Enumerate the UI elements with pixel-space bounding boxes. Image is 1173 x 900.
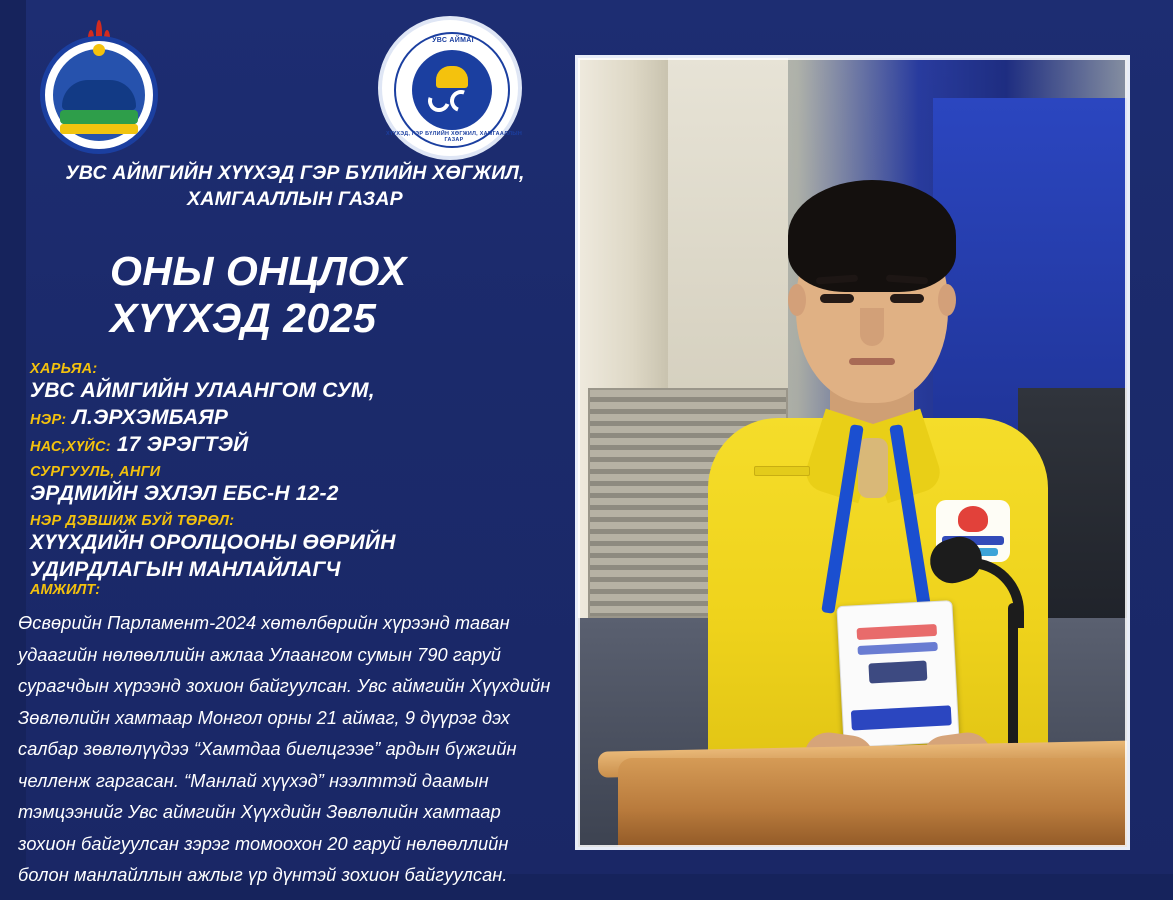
nominee-photo <box>575 55 1130 850</box>
field-value: ХҮҮХДИЙН ОРОЛЦООНЫ ӨӨРИЙН УДИРДЛАГЫН МАНЛАЙЛАГЧ <box>30 531 396 581</box>
nose <box>860 308 884 346</box>
mouth <box>849 358 895 365</box>
sun-icon <box>93 44 105 56</box>
field-nomination-category <box>30 513 550 583</box>
photo-image <box>578 58 1127 847</box>
field-school-class <box>30 464 550 507</box>
ger-icon <box>436 66 468 88</box>
ear-left <box>788 284 806 316</box>
field-label: НЭР ДЭВШИЖ БУЙ ТӨРӨЛ: <box>30 513 235 529</box>
yellow-band <box>60 124 138 134</box>
field-value: 17 ЭРЭГТЭЙ <box>116 433 249 456</box>
field-value: УВС АЙМГИЙН УЛААНГОМ СУМ, <box>30 379 375 402</box>
podium <box>618 758 1130 850</box>
uvs-aimag-child-family-development-emblem-icon <box>378 16 522 160</box>
chest <box>858 438 888 498</box>
emblem-core <box>412 50 492 130</box>
eye-right <box>890 294 924 303</box>
field-harlyaa <box>30 361 550 404</box>
achievement-text: Өсвөрийн Парламент-2024 хөтөлбөрийн хүрээнд таван удаагийн нөлөөллийн ажлаа Улаангом сумын 790 гаруй сурагчдын хүрээнд зохион байгуулсан. Увс аймгийн Хүүхдийн Зөвлөлийн хамтаар Монгол орны 21 аймаг, 9 дүүрэг дэх салбар зөвлөлүүдээ “Хамтдаа биелцгээе” ардын бүжгийн челленж гаргасан. “Манлай хүүхэд” нээлттэй даамын тэмцээнийг Увс аймгийн Хүүхдийн Зөвлөлийн хамтаар зохион байгуулсан зэрэг томоохон 20 гаруй нөлөөллийн болон манлайллын ажлыг үр дүнтэй зохион байгуулсан. <box>18 613 551 885</box>
emblem-top-text: УВС АЙМАГ <box>432 37 476 44</box>
field-name <box>30 404 550 431</box>
field-label: ХАРЬЯА: <box>30 361 98 377</box>
field-label: СУРГУУЛЬ, АНГИ <box>30 464 161 480</box>
mongolian-state-emblem-icon <box>36 14 162 154</box>
hands-icon <box>428 90 476 114</box>
page-title: ОНЫ ОНЦЛОХ ХҮҮХЭД 2025 <box>110 248 407 341</box>
field-label: НАС,ХҮЙС: <box>30 439 111 455</box>
id-badge <box>836 600 959 748</box>
hair <box>788 180 956 292</box>
ear-right <box>938 284 956 316</box>
field-age-gender <box>30 431 550 458</box>
field-value: Л.ЭРХЭМБАЯР <box>72 406 229 429</box>
field-value: ЭРДМИЙН ЭХЛЭЛ ЕБС-Н 12-2 <box>30 482 339 505</box>
name-tag <box>754 466 810 476</box>
field-label: НЭР: <box>30 412 67 428</box>
nominee-info-block <box>30 355 550 583</box>
eye-left <box>820 294 854 303</box>
mountain-shape <box>62 80 136 110</box>
green-band <box>60 110 138 124</box>
emblem-bottom-text: ХҮҮХЭД, ГЭР БҮЛИЙН ХӨГЖИЛ, ХАМГААЛЛЫН ГАЗАР <box>385 131 523 143</box>
organization-name: УВС АЙМГИЙН ХҮҮХЭД ГЭР БҮЛИЙН ХӨГЖИЛ, ХАМГААЛЛЫН ГАЗАР <box>65 162 525 210</box>
achievement-label: АМЖИЛТ: <box>30 582 101 598</box>
